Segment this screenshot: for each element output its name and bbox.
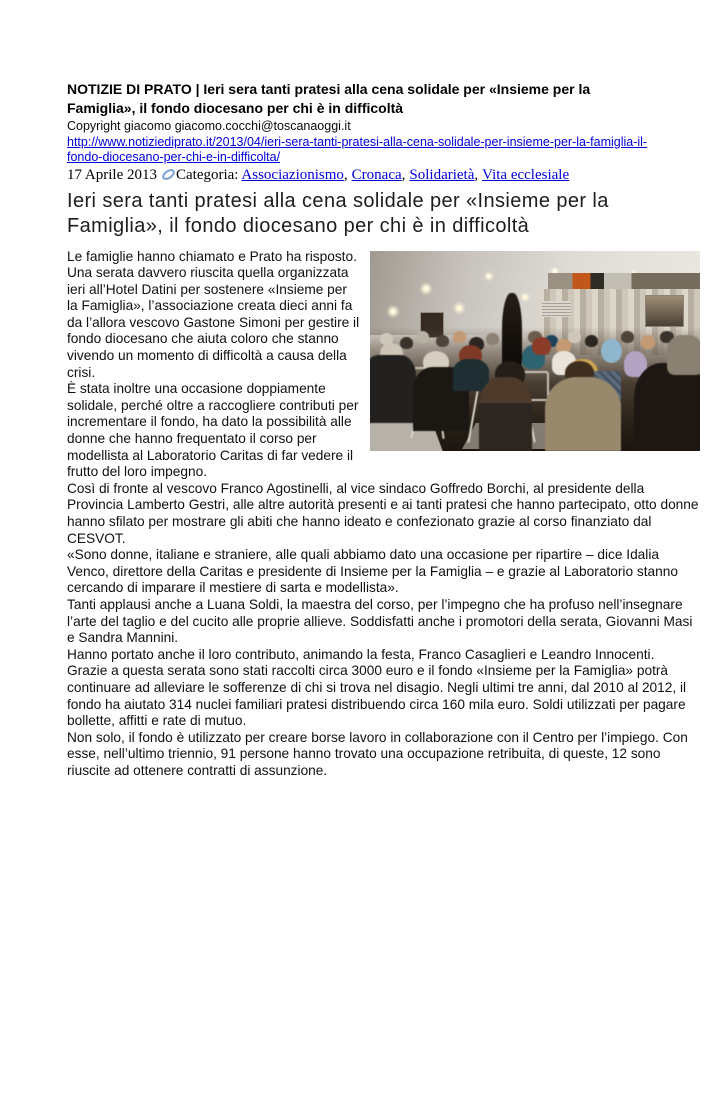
page-title: [67, 189, 700, 239]
paragraph: Le famiglie hanno chiamato e Prato ha risposto. Una serata davvero riuscita quella organizzata ieri all’Hotel Datini per sostenere «Insieme per la Famiglia», l’associazione creata dieci anni fa da l’allora vescovo Gastone Simoni per gestire il fondo diocesano che aiuta coloro che stanno vivendo un momento di difficoltà a causa della crisi.: [67, 248, 360, 380]
paragraph: «Sono donne, italiane e straniere, alle quali abbiamo dato una occasione per ripartire – dice Idalia Venco, direttore della Caritas e presidente di Insieme per la Famiglia – e grazie al Laboratorio stanno cercando di imparare il mestiere di sarta e modellista».: [67, 547, 678, 596]
separator: ,: [343, 166, 348, 183]
article-kicker: [67, 80, 700, 117]
paragraph: Così di fronte al vescovo Franco Agostinelli, al vice sindaco Goffredo Borchi, al presidente della Provincia Lamberto Gestri, alle altre autorità presenti e ai tanti pratesi che hanno partecipato, otto donne hanno sfilato per mostrare gli abiti che hanno ideato e confezionato grazie al corso finanziato dal CESVOT.: [67, 480, 699, 546]
kicker-line: NOTIZIE DI PRATO | Ieri sera tanti pratesi alla cena solidale per «Insieme per la: [67, 81, 591, 97]
meta-line: [67, 166, 700, 187]
photo-foreground: [370, 251, 700, 451]
paragraph: Grazie a questa serata sono stati raccolti circa 3000 euro e il fondo «Insieme per la Famiglia» potrà continuare ad alleviare le sofferenze di chi si trova nel disagio. Negli ultimi tre anni, dal 2010 al 2012, il fondo ha aiutato 314 nuclei familiari pratesi distribuendo circa 160 mila euro. Soldi utilizzati per pagare bollette, affitti e rate di mutuo.: [67, 663, 687, 729]
source-url-link[interactable]: [67, 135, 700, 166]
article-body: [67, 249, 700, 780]
paperclip-icon: [161, 168, 176, 187]
paragraph: È stata inoltre una occasione doppiamente solidale, perché oltre a raccogliere contributi per incrementare il fondo, ha dato la possibilità alle donne che hanno frequentato il corso per modellista al Laboratorio Caritas di far vedere il frutto del loro impegno.: [67, 381, 359, 480]
copyright-line: Copyright giacomo giacomo.cocchi@toscanaoggi.it: [67, 119, 351, 133]
title-line: Famiglia», il fondo diocesano per chi è in difficoltà: [67, 214, 530, 237]
paragraph: Non solo, il fondo è utilizzato per creare borse lavoro in collaborazione con il Centro per l’impiego. Con esse, nell’ultimo triennio, 91 persone hanno trovato una occupazione retribuita, di queste, 12 sono riuscite ad ottenere contratti di assunzione.: [67, 729, 688, 778]
category-link-associazionismo[interactable]: Associazionismo: [241, 166, 344, 183]
separator: ,: [474, 166, 479, 183]
kicker-line: Famiglia», il fondo diocesano per chi è in difficoltà: [67, 99, 404, 116]
article-content: [67, 80, 700, 780]
publish-date: 17 Aprile 2013: [67, 166, 157, 183]
source-url-line: http://www.notiziediprato.it/2013/04/ieri-sera-tanti-pratesi-alla-cena-solidale-per-insieme-per-la-famiglia-il-: [67, 134, 648, 149]
category-link-solidarieta[interactable]: Solidarietà: [409, 166, 475, 183]
title-line: Ieri sera tanti pratesi alla cena solidale per «Insieme per la: [67, 189, 609, 212]
separator: ,: [401, 166, 406, 183]
document-page: [0, 80, 724, 1104]
category-link-vita-ecclesiale[interactable]: Vita ecclesiale: [482, 166, 570, 183]
category-link-cronaca[interactable]: Cronaca: [351, 166, 402, 183]
paragraph: Tanti applausi anche a Luana Soldi, la maestra del corso, per l’impegno che ha profuso nell’insegnare l’arte del taglio e del cucito alle proprie allieve. Soddisfatti anche i promotori della serata, Giovanni Masi e Sandra Mannini.: [67, 596, 693, 646]
paragraph: Hanno portato anche il loro contributo, animando la festa, Franco Casaglieri e Leandro Innocenti.: [67, 646, 655, 662]
event-photo: [370, 251, 700, 451]
category-label: Categoria:: [176, 166, 239, 183]
source-url-line: fondo-diocesano-per-chi-e-in-difficolta/: [67, 150, 281, 164]
